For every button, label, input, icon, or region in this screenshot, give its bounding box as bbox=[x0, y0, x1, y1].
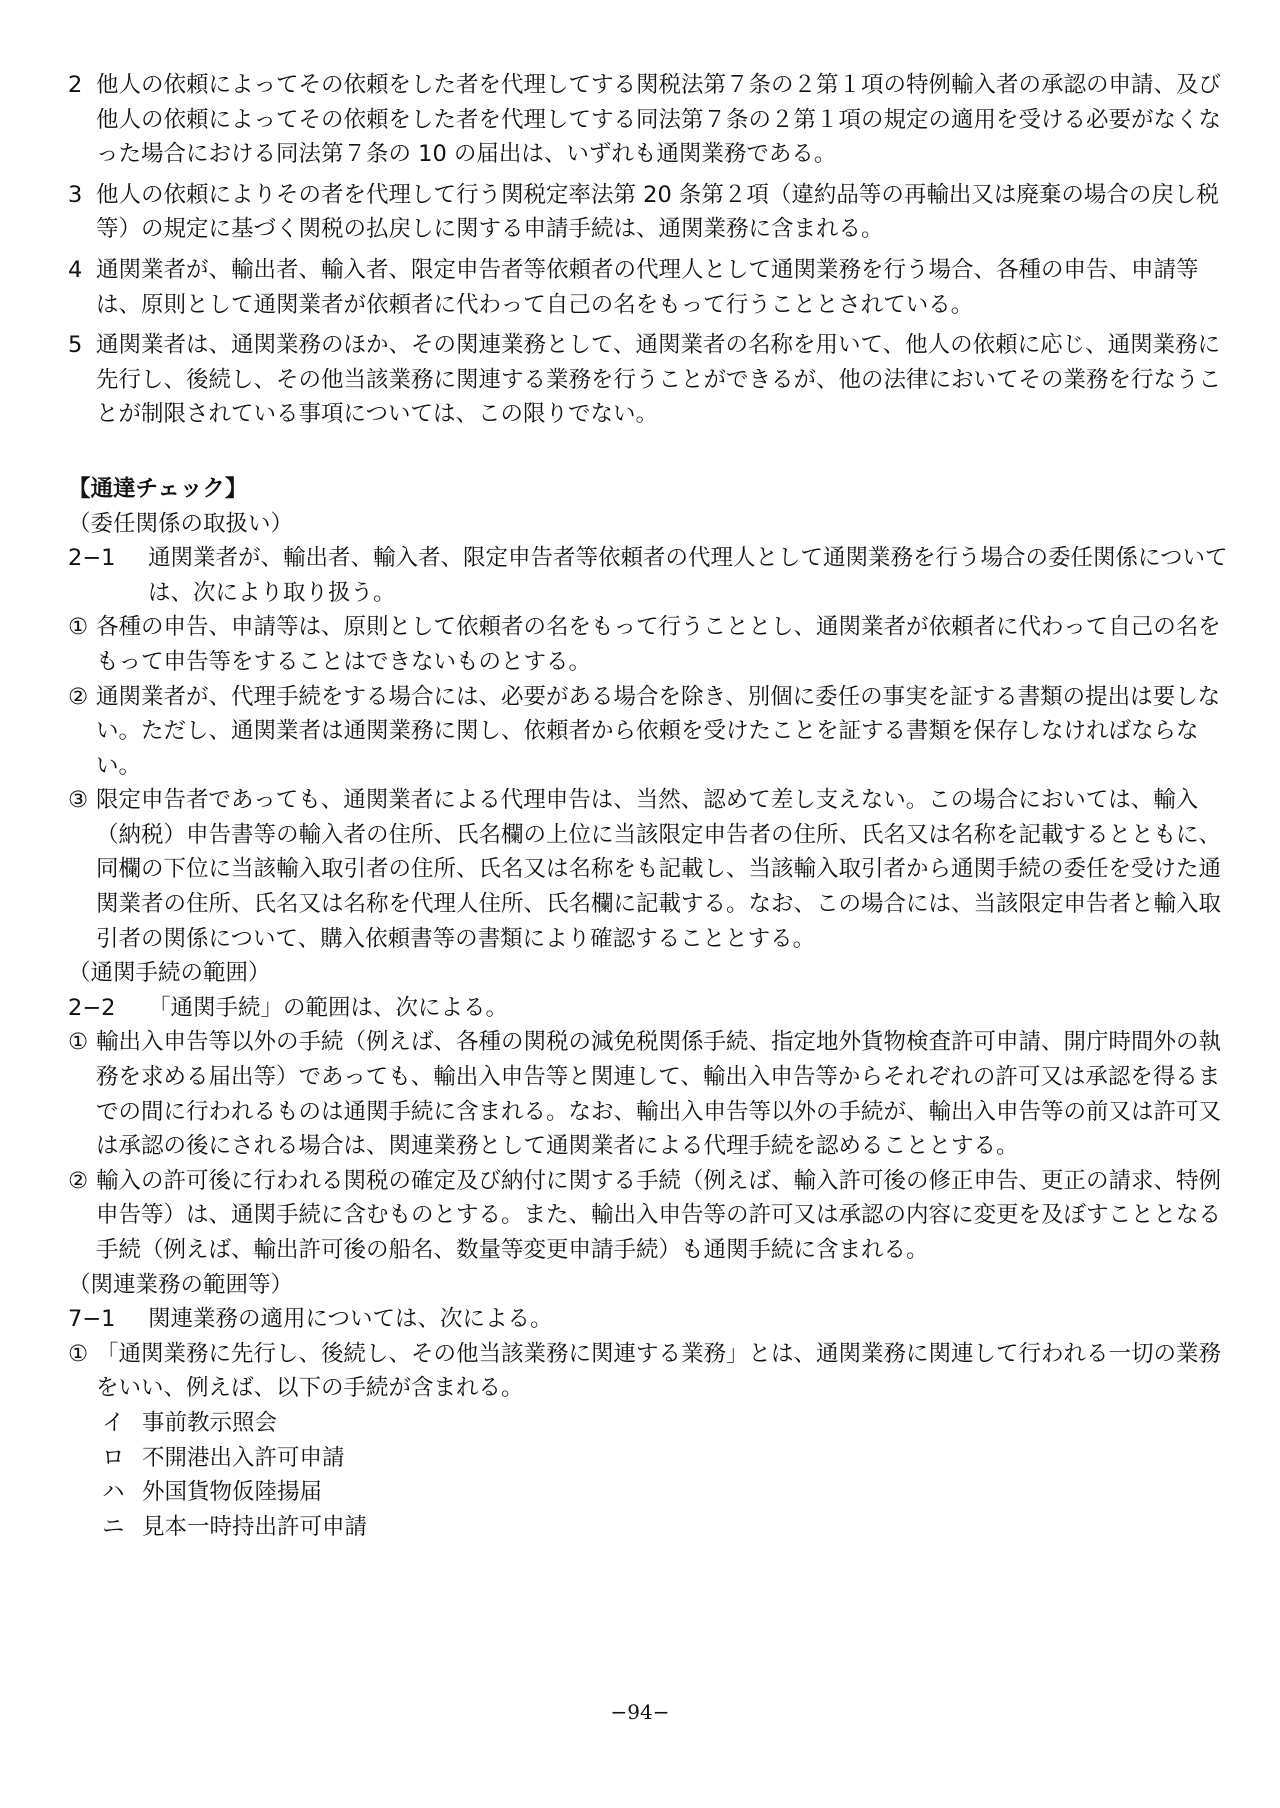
notice-heading: （関連業務の範囲等） bbox=[68, 1271, 294, 1298]
item-number: ③ bbox=[68, 787, 89, 814]
notice-entry bbox=[68, 1302, 1228, 1337]
document-page bbox=[68, 68, 1228, 1544]
notice-text: 「通関手続」の範囲は、次による。 bbox=[148, 994, 509, 1021]
notice-item bbox=[68, 1164, 1228, 1268]
question-options bbox=[68, 68, 1228, 432]
item-text: 限定申告者であっても、通関業者による代理申告は、当然、認めて差し支えない。この場合においては、輸入（納税）申告書等の輸入者の住所、氏名欄の上位に当該限定申告者の住所、氏名又は名称を記載するとともに、同欄の下位に当該輸入取引者の住所、氏名又は名称をも記載し、当該輸入取引者から通関手続の委任を受けた通関業者の住所、氏名又は名称を代理人住所、氏名欄に記載する。なお、この場合には、当該限定申告者と輸入取引者の関係について、購入依頼書等の書類により確認することとする。 bbox=[96, 787, 1222, 952]
option-text: 通関業者が、輸出者、輸入者、限定申告者等依頼者の代理人として通関業務を行う場合、各種の申告、申請等は、原則として通関業者が依頼者に代わって自己の名をもって行うこととされている。 bbox=[96, 256, 1199, 318]
item-number: ② bbox=[68, 1167, 89, 1194]
notice-heading: （委任関係の取扱い） bbox=[68, 510, 294, 537]
list-item bbox=[68, 1510, 1228, 1545]
notice-item bbox=[68, 1025, 1228, 1163]
item-number: ② bbox=[68, 683, 89, 710]
list-item bbox=[68, 1475, 1228, 1510]
notice-section-1 bbox=[68, 507, 1228, 957]
list-mark: イ bbox=[102, 1409, 125, 1436]
notice-item bbox=[68, 1337, 1228, 1406]
notice-text: 関連業務の適用については、次による。 bbox=[148, 1306, 553, 1333]
option-text: 他人の依頼によってその依頼をした者を代理してする関税法第７条の２第１項の特例輸入者の承認の申請、及び他人の依頼によってその依頼をした者を代理してする同法第７条の２第１項の規定の適用を受ける必要がなくなった場合における同法第７条の 10 の届出は、いずれも通関業務である。 bbox=[96, 72, 1222, 168]
notice-item bbox=[68, 783, 1228, 956]
notice-number: 7−1 bbox=[68, 1306, 116, 1333]
option-number: 5 bbox=[68, 332, 83, 359]
list-item bbox=[68, 1406, 1228, 1441]
list-text: 外国貨物仮陸揚届 bbox=[142, 1479, 323, 1506]
list-text: 不開港出入許可申請 bbox=[142, 1444, 345, 1471]
option-3 bbox=[68, 178, 1228, 247]
item-text: 各種の申告、申請等は、原則として依頼者の名をもって行うこととし、通関業者が依頼者に代わって自己の名をもって申告等をすることはできないものとする。 bbox=[96, 614, 1221, 675]
list-text: 見本一時持出許可申請 bbox=[142, 1513, 368, 1540]
notice-section-3 bbox=[68, 1268, 1228, 1545]
option-4 bbox=[68, 253, 1228, 322]
notice-number: 2−1 bbox=[68, 545, 116, 572]
list-mark: ハ bbox=[102, 1479, 125, 1506]
notice-text: 通関業者が、輸出者、輸入者、限定申告者等依頼者の代理人として通関業務を行う場合の委任関係については、次により取り扱う。 bbox=[148, 545, 1228, 606]
list-item bbox=[68, 1441, 1228, 1476]
option-number: 3 bbox=[68, 181, 83, 208]
notice-entry bbox=[68, 541, 1228, 610]
item-number: ① bbox=[68, 1029, 89, 1056]
notice-item bbox=[68, 680, 1228, 784]
notice-entry bbox=[68, 991, 1228, 1026]
option-5 bbox=[68, 328, 1228, 432]
notice-section-2 bbox=[68, 956, 1228, 1267]
section-title: 【通達チェック】 bbox=[68, 475, 248, 502]
notice-item bbox=[68, 610, 1228, 679]
item-text: 「通関業務に先行し、後続し、その他当該業務に関連する業務」とは、通関業務に関連して行われる一切の業務をいい、例えば、以下の手続が含まれる。 bbox=[96, 1340, 1222, 1402]
item-number: ① bbox=[68, 1340, 89, 1367]
option-number: 4 bbox=[68, 256, 83, 283]
list-mark: ニ bbox=[102, 1513, 125, 1540]
option-text: 他人の依頼によりその者を代理して行う関税定率法第 20 条第２項（違約品等の再輸出又は廃棄の場合の戻し税等）の規定に基づく関税の払戻しに関する申請手続は、通関業務に含まれる。 bbox=[96, 181, 1219, 243]
list-text: 事前教示照会 bbox=[142, 1409, 278, 1436]
item-text: 通関業者が、代理手続をする場合には、必要がある場合を除き、別個に委任の事実を証する書類の提出は要しない。ただし、通関業者は通関業務に関し、依頼者から依頼を受けたことを証する書類を保存しなければならない。 bbox=[96, 683, 1221, 779]
option-number: 2 bbox=[68, 72, 83, 98]
item-text: 輸出入申告等以外の手続（例えば、各種の関税の減免税関係手続、指定地外貨物検査許可申請、開庁時間外の執務を求める届出等）であっても、輸出入申告等と関連して、輸出入申告等からそれぞれの許可又は承認を得るまでの間に行われるものは通関手続に含まれる。なお、輸出入申告等以外の手続が、輸出入申告等の前又は許可又は承認の後にされる場合は、関連業務として通関業者による代理手続を認めることとする。 bbox=[96, 1029, 1222, 1160]
notice-heading: （通関手続の範囲） bbox=[68, 960, 271, 987]
notice-number: 2−2 bbox=[68, 994, 116, 1021]
page-number: −94− bbox=[610, 1700, 670, 1724]
option-text: 通関業者は、通関業務のほか、その関連業務として、通関業者の名称を用いて、他人の依頼に応じ、通関業務に先行し、後続し、その他当該業務に関連する業務を行うことができるが、他の法律においてその業務を行なうことが制限されている事項については、この限りでない。 bbox=[96, 332, 1222, 428]
list-mark: ロ bbox=[102, 1444, 125, 1471]
item-number: ① bbox=[68, 614, 89, 641]
option-2 bbox=[68, 68, 1228, 172]
item-text: 輸入の許可後に行われる関税の確定及び納付に関する手続（例えば、輸入許可後の修正申告、更正の請求、特例申告等）は、通関手続に含むものとする。また、輸出入申告等の許可又は承認の内容に変更を及ぼすこととなる手続（例えば、輸出許可後の船名、数量等変更申請手続）も通関手続に含まれる。 bbox=[96, 1167, 1222, 1263]
